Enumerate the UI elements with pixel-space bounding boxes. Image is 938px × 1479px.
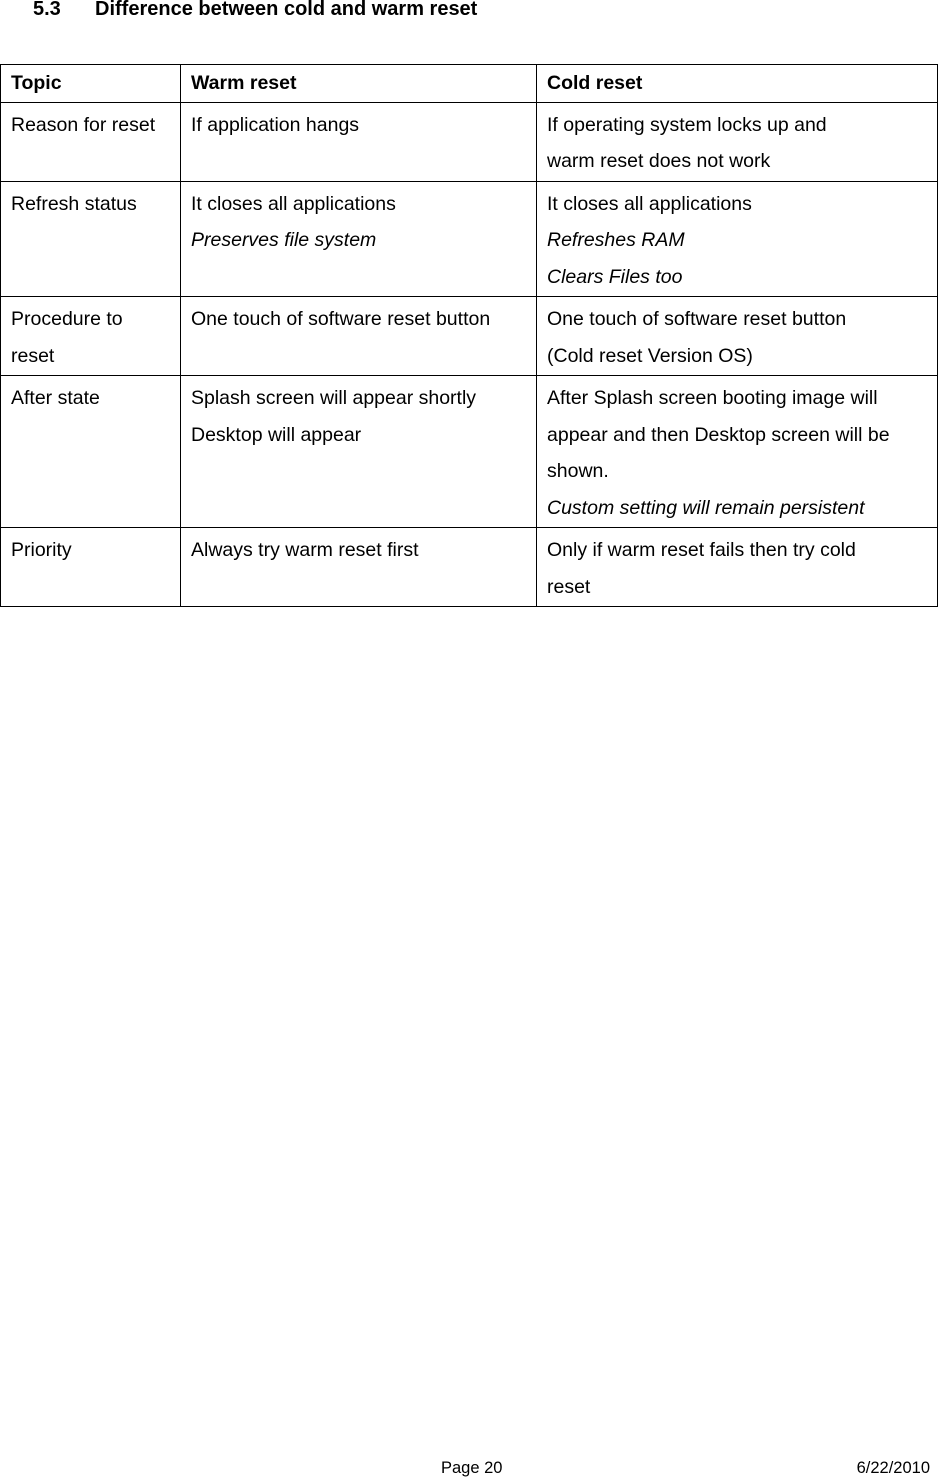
table-row <box>1 102 938 181</box>
cell-line: If application hangs <box>191 113 360 136</box>
cell-line: It closes all applications <box>547 192 752 215</box>
cell-line: warm reset does not work <box>547 150 771 172</box>
header-warm-reset: Warm reset <box>181 65 537 103</box>
cell-line: Refresh status <box>11 192 137 215</box>
cold-reset-cell <box>537 376 938 528</box>
cell-line: (Cold reset Version OS) <box>547 344 753 367</box>
cell-line: Custom setting will remain persistent <box>547 496 865 519</box>
header-topic: Topic <box>1 65 181 103</box>
topic-cell <box>1 102 181 181</box>
warm-reset-cell <box>181 181 537 297</box>
cell-line: reset <box>547 575 591 598</box>
cell-line: If operating system locks up and <box>547 113 827 136</box>
header-cold-reset: Cold reset <box>537 65 938 103</box>
page-number: Page 20 <box>441 1459 503 1477</box>
table-row <box>1 297 938 376</box>
cell-line: Desktop will appear <box>191 423 362 446</box>
cell-line: After Splash screen booting image will <box>547 387 878 409</box>
warm-reset-cell <box>181 376 537 528</box>
cold-reset-cell <box>537 528 938 607</box>
section-heading <box>33 0 477 21</box>
topic-cell <box>1 376 181 528</box>
warm-reset-cell <box>181 528 537 607</box>
cell-line: reset <box>11 344 55 367</box>
cell-line: appear and then Desktop screen will be <box>547 423 890 446</box>
cell-line: Always try warm reset first <box>191 539 419 561</box>
topic-cell <box>1 528 181 607</box>
footer-date: 6/22/2010 <box>856 1459 930 1477</box>
cell-line: shown. <box>547 460 609 482</box>
warm-reset-cell <box>181 102 537 181</box>
cold-reset-cell <box>537 102 938 181</box>
cell-line: Refreshes RAM <box>547 229 685 251</box>
cell-line: Clears Files too <box>547 265 683 288</box>
topic-cell <box>1 181 181 297</box>
cold-reset-cell <box>537 181 938 297</box>
cell-line: It closes all applications <box>191 192 396 215</box>
cell-line: Splash screen will appear shortly <box>191 387 477 409</box>
section-number: 5.3 <box>33 0 61 20</box>
cell-line: Priority <box>11 539 72 561</box>
cell-line: Procedure to <box>11 308 123 330</box>
cell-line: Preserves file system <box>191 229 377 251</box>
cell-line: After state <box>11 387 100 409</box>
cell-line: Only if warm reset fails then try cold <box>547 539 856 561</box>
table-header-row <box>1 65 938 103</box>
cell-line: Reason for reset <box>11 113 156 136</box>
section-title: Difference between cold and warm reset <box>95 0 478 20</box>
table-row <box>1 376 938 528</box>
table-row <box>1 181 938 297</box>
reset-comparison-table <box>0 64 938 607</box>
topic-cell <box>1 297 181 376</box>
cell-line: One touch of software reset button <box>191 308 491 330</box>
warm-reset-cell <box>181 297 537 376</box>
table-row <box>1 528 938 607</box>
cell-line: One touch of software reset button <box>547 308 847 330</box>
cold-reset-cell <box>537 297 938 376</box>
